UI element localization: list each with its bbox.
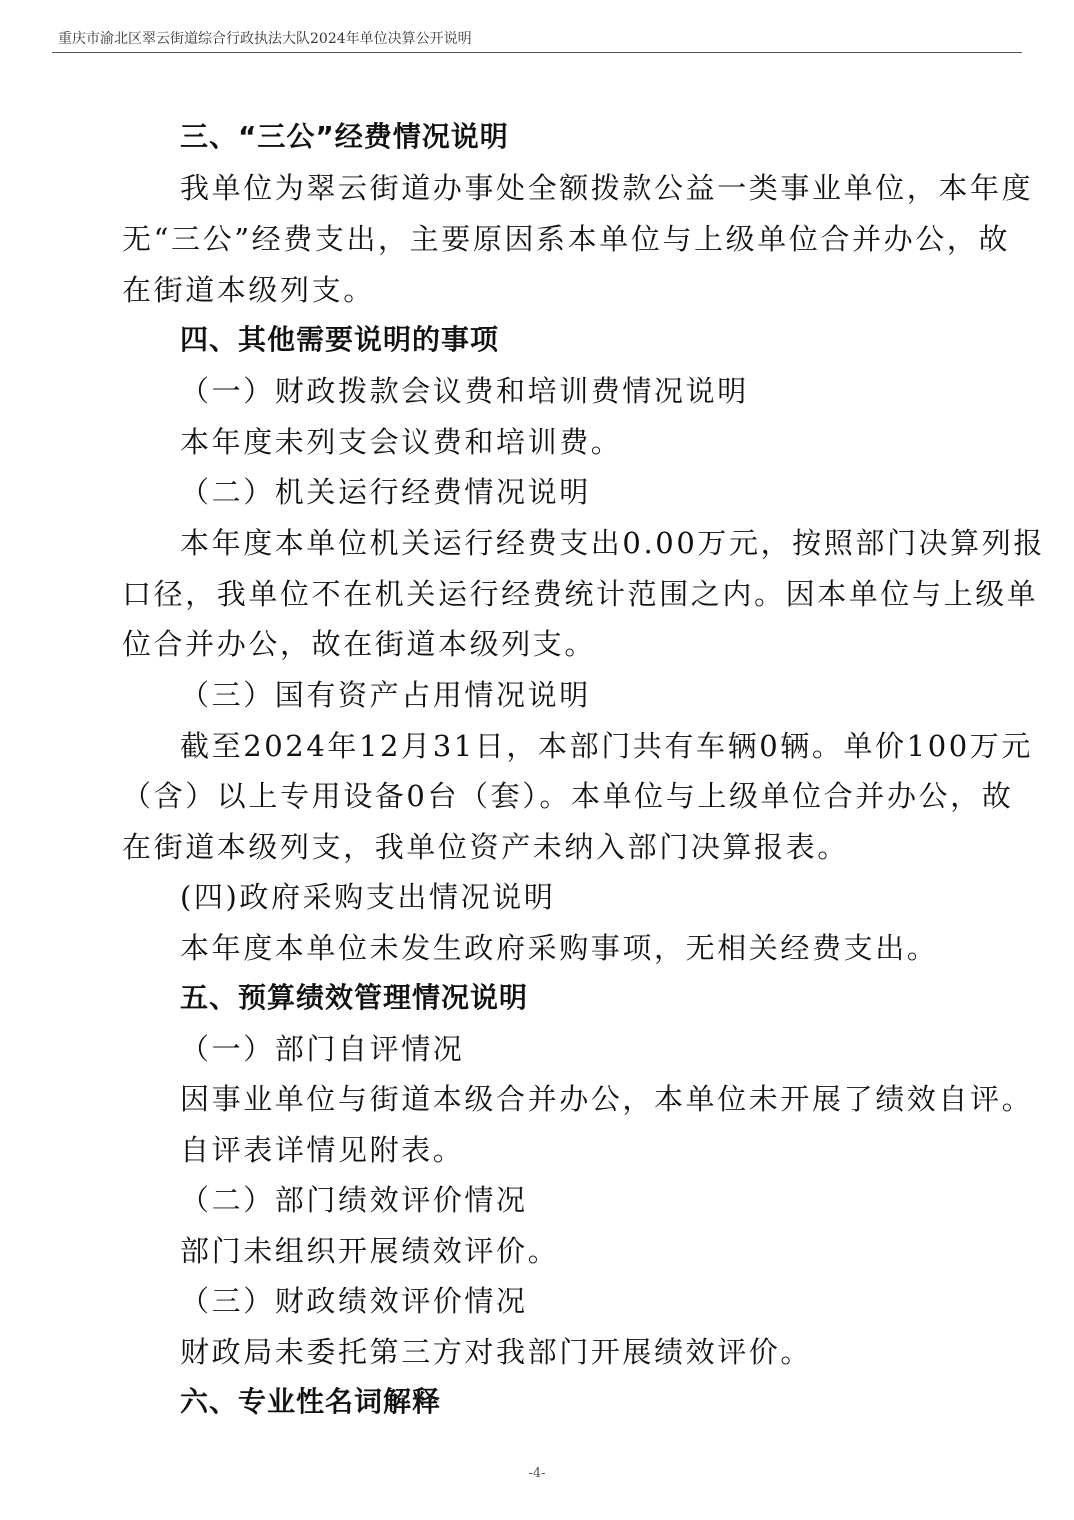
paragraph-line: 位合并办公，故在街道本级列支。: [122, 627, 597, 661]
paragraph-line: 财政局未委托第三方对我部门开展绩效评价。: [180, 1335, 813, 1369]
subsection-title: （三）国有资产占用情况说明: [180, 678, 591, 712]
document-header: 重庆市渝北区翠云街道综合行政执法大队2024年单位决算公开说明: [58, 31, 472, 47]
paragraph-line: 部门未组织开展绩效评价。: [180, 1234, 560, 1268]
paragraph-line: 自评表详情见附表。: [180, 1133, 465, 1167]
subsection-title: （二）机关运行经费情况说明: [180, 475, 591, 509]
paragraph-line: 截至2024年12月31日，本部门共有车辆0辆。单价100万元: [180, 729, 1034, 763]
subsection-title: （三）财政绩效评价情况: [180, 1284, 528, 1318]
paragraph-line: 因事业单位与街道本级合并办公，本单位未开展了绩效自评。: [180, 1082, 1034, 1116]
paragraph-line: 在街道本级列支，我单位资产未纳入部门决算报表。: [122, 830, 849, 864]
section-heading-4: 四、其他需要说明的事项: [180, 323, 500, 356]
subsection-title: (四)政府采购支出情况说明: [180, 880, 556, 914]
paragraph-line: 本年度未列支会议费和培训费。: [180, 425, 623, 459]
section-heading-6: 六、专业性名词解释: [180, 1385, 442, 1418]
paragraph-line: 无“三公”经费支出，主要原因系本单位与上级单位合并办公，故: [122, 222, 1011, 256]
paragraph-line: 本年度本单位未发生政府采购事项，无相关经费支出。: [180, 931, 939, 965]
section-heading-3: 三、“三公”经费情况说明: [180, 120, 509, 153]
section-heading-5: 五、预算绩效管理情况说明: [180, 981, 529, 1014]
paragraph-line: 在街道本级列支。: [122, 273, 375, 307]
paragraph-line: 我单位为翠云街道办事处全额拨款公益一类事业单位，本年度: [180, 171, 1034, 205]
paragraph-line: 本年度本单位机关运行经费支出0.00万元，按照部门决算列报: [180, 526, 1045, 560]
paragraph-line: 口径，我单位不在机关运行经费统计范围之内。因本单位与上级单: [122, 577, 1039, 611]
subsection-title: （二）部门绩效评价情况: [180, 1183, 528, 1217]
subsection-title: （一）财政拨款会议费和培训费情况说明: [180, 374, 749, 408]
paragraph-line: （含）以上专用设备0台（套）。本单位与上级单位合并办公，故: [122, 779, 1014, 813]
header-divider: [52, 52, 1022, 53]
subsection-title: （一）部门自评情况: [180, 1032, 465, 1066]
page-number: -4-: [528, 1466, 546, 1481]
